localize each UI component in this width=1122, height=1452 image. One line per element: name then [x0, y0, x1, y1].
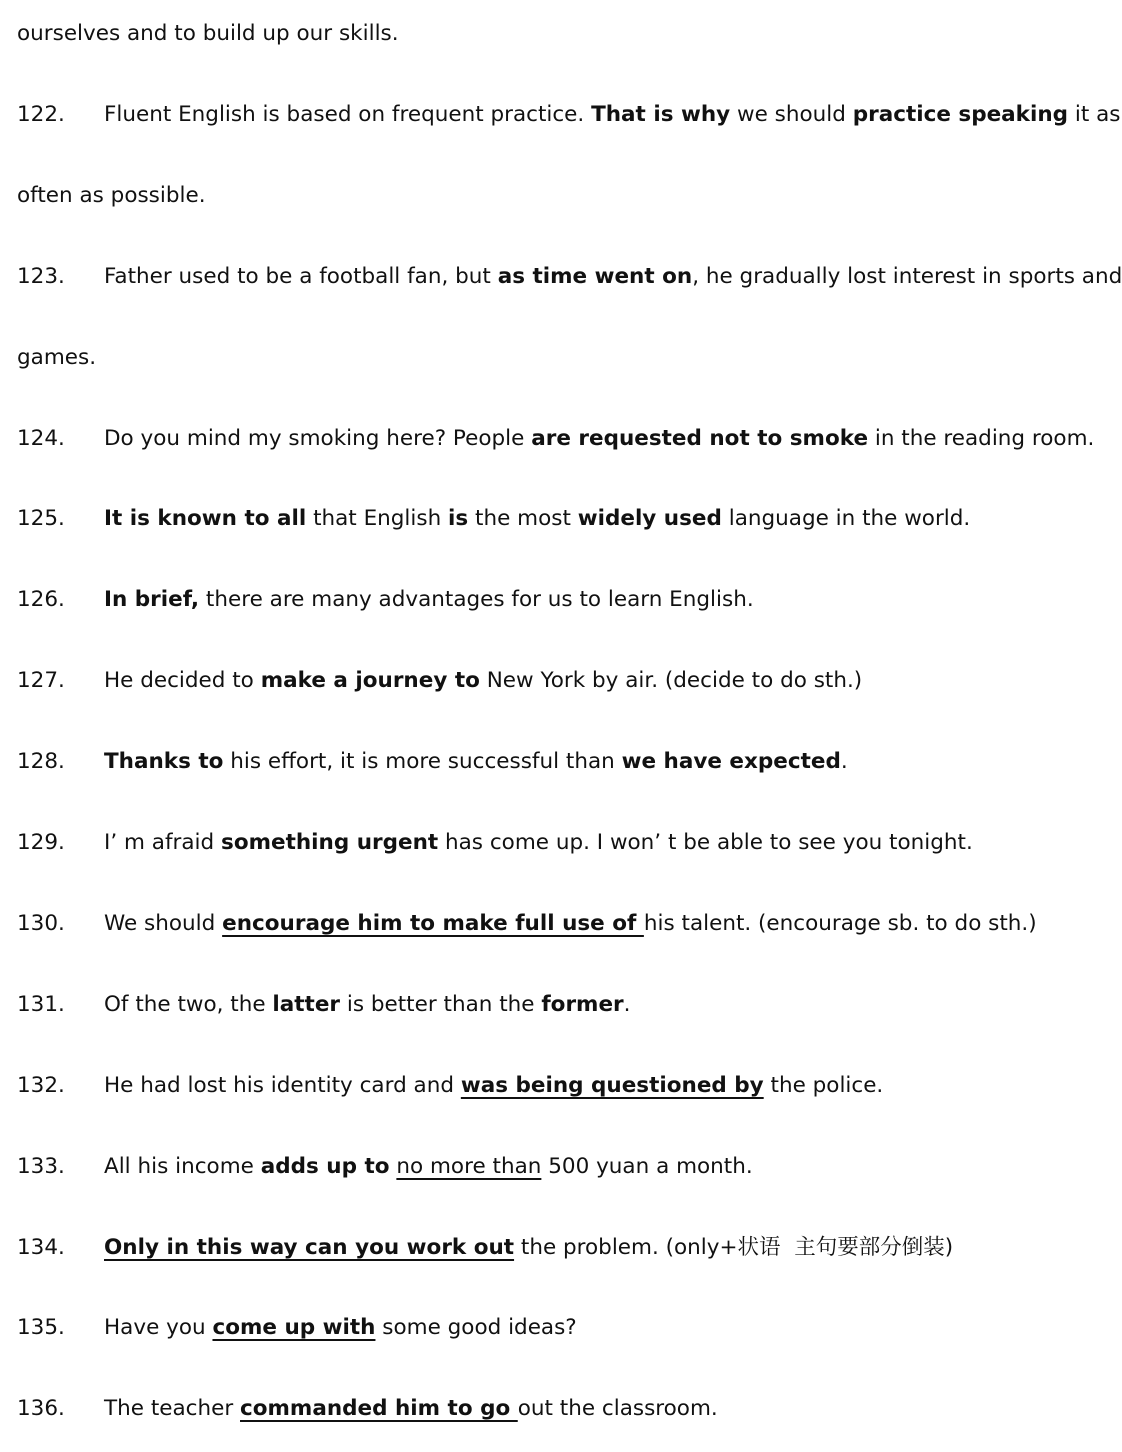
sentence-item — [0, 823, 1080, 863]
sentence-text — [104, 985, 631, 1025]
underlined-phrase: encourage him to make full use of — [222, 910, 644, 936]
sentence-text — [17, 14, 399, 54]
text-run: often as possible. — [17, 182, 206, 208]
text-run: Of the two, the — [104, 991, 273, 1017]
sentence-text — [104, 904, 1037, 944]
sentence-text — [104, 419, 1094, 459]
sentence-text — [104, 661, 862, 701]
continuation-line — [0, 14, 1080, 54]
key-phrase — [212, 1315, 375, 1340]
item-number: 133. — [17, 1153, 65, 1179]
key-phrase: as time went on — [497, 263, 693, 289]
text-run: in the reading room. — [868, 425, 1095, 451]
sentence-text — [104, 1228, 953, 1268]
key-phrase: latter — [272, 991, 341, 1017]
item-number: 123. — [17, 263, 65, 289]
sentence-text — [104, 499, 970, 539]
text-run: there are many advantages for us to learn English. — [199, 587, 754, 613]
item-number: 125. — [17, 506, 65, 532]
text-run: ourselves and to build up our skills. — [17, 21, 399, 46]
sentence-text — [104, 823, 973, 863]
text-run: we should — [730, 101, 853, 127]
item-number: 132. — [17, 1072, 65, 1098]
continuation-line — [0, 338, 1080, 378]
text-run: his talent. (encourage sb. to do sth.) — [643, 910, 1037, 936]
text-run: . — [840, 749, 848, 775]
sentence-item — [0, 95, 1121, 135]
text-run: language in the world. — [721, 506, 971, 532]
text-run: He had lost his identity card and — [104, 1072, 461, 1098]
underlined-phrase: come up with — [212, 1315, 376, 1341]
text-run: is better than the — [340, 991, 542, 1017]
item-number: 127. — [17, 668, 65, 694]
item-number: 129. — [17, 830, 65, 855]
key-phrase: is — [448, 506, 469, 532]
text-run: The teacher — [104, 1396, 241, 1422]
key-phrase: Thanks to — [104, 749, 224, 775]
key-phrase — [104, 1235, 514, 1260]
text-run: Do you mind my smoking here? People — [104, 425, 532, 451]
text-run: Fluent English is based on frequent practice. — [104, 101, 592, 127]
key-phrase: former — [541, 991, 624, 1017]
text-run: out the classroom. — [517, 1396, 718, 1422]
text-run: that English — [306, 506, 449, 532]
text-run: New York by air. (decide to do sth.) — [479, 668, 863, 694]
sentence-item — [0, 1066, 1080, 1106]
sentence-text — [104, 1147, 753, 1187]
text-run: All his income — [104, 1153, 261, 1179]
key-phrase: we have expected — [621, 749, 841, 775]
sentence-item — [0, 499, 1080, 539]
sentence-item — [0, 1308, 1080, 1348]
key-phrase — [222, 911, 644, 936]
text-run: . — [623, 991, 631, 1017]
key-phrase: That is why — [591, 101, 731, 127]
item-number: 122. — [17, 101, 65, 127]
item-number: 128. — [17, 749, 65, 775]
sentence-item — [0, 419, 1095, 459]
text-run: 500 yuan a month. — [541, 1153, 753, 1179]
item-number: 134. — [17, 1234, 65, 1260]
sentence-item — [0, 1147, 1080, 1187]
continuation-line — [0, 176, 1080, 216]
text-run: some good ideas? — [375, 1315, 577, 1341]
text-run: He decided to — [104, 668, 261, 694]
text-run: , he gradually lost interest in sports and — [692, 263, 1122, 289]
key-phrase — [240, 1396, 518, 1421]
key-phrase: It is known to all — [104, 506, 307, 532]
sentence-item — [0, 904, 1080, 944]
sentence-item — [0, 1389, 1080, 1429]
underlined-phrase: was being questioned by — [460, 1072, 764, 1098]
sentence-text — [104, 257, 1122, 297]
sentence-text — [17, 176, 206, 216]
key-phrase: something urgent — [221, 830, 439, 855]
text-run: has come up. I won’ t be able to see you tonight. — [438, 830, 973, 855]
text-run: Father used to be a football fan, but — [104, 263, 498, 289]
item-number: 126. — [17, 587, 65, 613]
sentence-text — [17, 338, 96, 378]
item-number: 136. — [17, 1396, 65, 1422]
key-phrase: adds up to — [260, 1153, 390, 1179]
sentence-item — [0, 257, 1122, 297]
sentence-text — [104, 1066, 883, 1106]
sentence-text — [104, 580, 754, 620]
key-phrase: practice speaking — [852, 101, 1069, 127]
key-phrase: make a journey to — [260, 668, 480, 694]
key-phrase — [461, 1073, 764, 1098]
sentence-item — [0, 1228, 1080, 1268]
underlined-phrase: Only in this way can you work out — [104, 1234, 515, 1260]
text-run: I’ m afraid — [104, 830, 222, 855]
text-run: it as — [1068, 101, 1121, 127]
sentence-item — [0, 985, 1080, 1025]
item-number: 131. — [17, 991, 65, 1017]
text-run: We should — [104, 910, 223, 936]
key-phrase: widely used — [577, 506, 722, 532]
item-number: 135. — [17, 1315, 65, 1341]
text-run: the most — [468, 506, 578, 532]
key-phrase: In brief, — [104, 587, 200, 613]
sentence-text — [104, 1389, 718, 1429]
text-run: games. — [17, 344, 97, 370]
sentence-item — [0, 661, 1080, 701]
key-phrase: are requested not to smoke — [531, 425, 869, 451]
sentence-item — [0, 742, 1080, 782]
underlined-phrase: commanded him to go — [240, 1396, 518, 1422]
sentence-item — [0, 580, 1080, 620]
sentence-text — [104, 1308, 577, 1348]
text-run: his effort, it is more successful than — [223, 749, 622, 775]
item-number: 130. — [17, 910, 65, 936]
item-number: 124. — [17, 425, 65, 451]
sentence-text — [104, 742, 848, 782]
sentence-text — [104, 95, 1121, 135]
text-run: the problem. (only+状语 主句要部分倒装) — [514, 1234, 954, 1260]
text-run: the police. — [763, 1072, 884, 1098]
underlined-phrase: no more than — [396, 1153, 542, 1179]
text-run: Have you — [104, 1315, 213, 1341]
